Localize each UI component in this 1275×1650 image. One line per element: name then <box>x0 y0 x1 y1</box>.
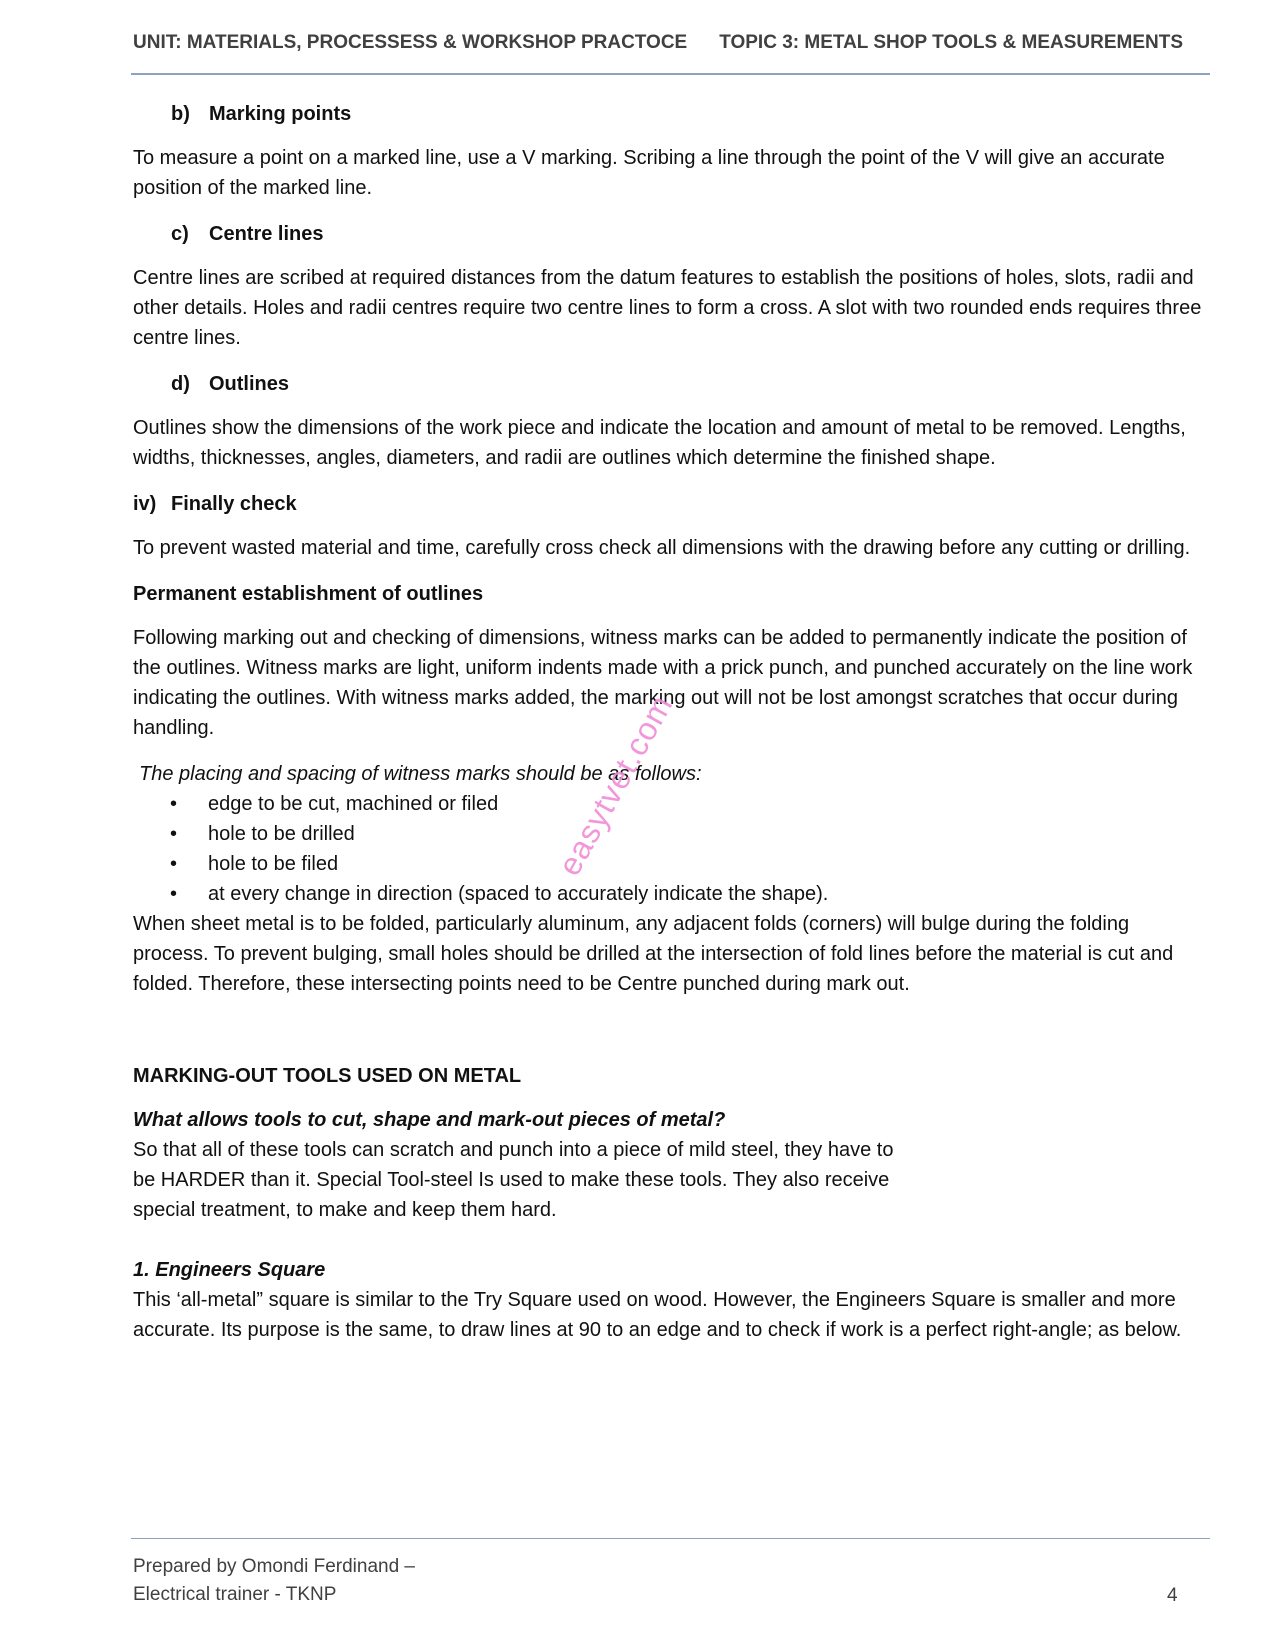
heading-title: Finally check <box>171 493 297 515</box>
heading-marking-out-tools: MARKING-OUT TOOLS USED ON METAL <box>133 1065 522 1087</box>
list-item: • at every change in direction (spaced to accurately indicate the shape). <box>133 879 1203 909</box>
heading-label: c) <box>171 223 189 245</box>
paragraph-engineers-square: This ‘all-metal” square is similar to the Try Square used on wood. However, the Engineers Square is smaller and more accurate. Its purpose is the same, to draw lines at 90 to an edge and to check if work is a perfect right-angle; as below. <box>133 1289 1182 1341</box>
heading-marking-points <box>171 99 1203 129</box>
page-header <box>133 28 1183 58</box>
heading-title: Centre lines <box>209 223 324 245</box>
witness-marks-intro: The placing and spacing of witness marks should be as follows: <box>139 763 702 785</box>
witness-marks-list <box>133 789 1203 909</box>
heading-centre-lines <box>171 219 1203 249</box>
document-body <box>133 99 1203 1361</box>
header-topic: TOPIC 3: METAL SHOP TOOLS & MEASUREMENTS <box>719 32 1183 53</box>
paragraph-marking-points: To measure a point on a marked line, use a V marking. Scribing a line through the point of the V will give an accurate position of the marked line. <box>133 147 1165 199</box>
heading-label: d) <box>171 373 190 395</box>
page-footer <box>133 1553 415 1609</box>
page-number: 4 <box>1167 1585 1178 1606</box>
tools-answer: So that all of these tools can scratch and punch into a piece of mild steel, they have to be HARDER than it. Special Tool-steel Is used to make these tools. They also receive special treatment, to make and keep them hard. <box>133 1139 894 1221</box>
list-item: • edge to be cut, machined or filed <box>133 789 1203 819</box>
heading-outlines <box>171 369 1203 399</box>
heading-engineers-square: 1. Engineers Square <box>133 1259 326 1281</box>
list-item: • hole to be filed <box>133 849 1203 879</box>
paragraph-outlines: Outlines show the dimensions of the work piece and indicate the location and amount of metal to be removed. Lengths, widths, thicknesses, angles, diameters, and radii are outlines which determine the finished shape. <box>133 417 1186 469</box>
header-divider <box>131 73 1210 75</box>
list-item: • hole to be drilled <box>133 819 1203 849</box>
footer-author: Prepared by Omondi Ferdinand – <box>133 1556 415 1577</box>
footer-divider <box>131 1538 1210 1539</box>
heading-title: Outlines <box>209 373 290 395</box>
footer-role: Electrical trainer - TKNP <box>133 1584 337 1605</box>
heading-label: b) <box>171 103 190 125</box>
heading-label: iv) <box>133 493 157 515</box>
header-unit: UNIT: MATERIALS, PROCESSESS & WORKSHOP PRACTOCE <box>133 32 688 53</box>
tools-question: What allows tools to cut, shape and mark-out pieces of metal? <box>133 1109 726 1131</box>
heading-permanent-outlines: Permanent establishment of outlines <box>133 583 484 605</box>
heading-title: Marking points <box>209 103 352 125</box>
heading-finally-check <box>133 489 1203 519</box>
watermark: easytvet.com <box>550 688 680 882</box>
paragraph-centre-lines: Centre lines are scribed at required distances from the datum features to establish the positions of holes, slots, radii and other details. Holes and radii centres require two centre lines to form a cross. A slot with two rounded ends requires three centre lines. <box>133 267 1202 349</box>
paragraph-finally-check: To prevent wasted material and time, carefully cross check all dimensions with the drawing before any cutting or drilling. <box>133 537 1191 559</box>
paragraph-sheet-metal: When sheet metal is to be folded, particularly aluminum, any adjacent folds (corners) will bulge during the folding process. To prevent bulging, small holes should be drilled at the intersection of fold lines before the material is cut and folded. Therefore, these intersecting points need to be Centre punched during mark out. <box>133 913 1174 995</box>
paragraph-permanent-outlines: Following marking out and checking of dimensions, witness marks can be added to permanently indicate the position of the outlines. Witness marks are light, uniform indents made with a prick punch, and punched accurately on the line work indicating the outlines. With witness marks added, the marking out will not be lost amongst scratches that occur during handling. <box>133 627 1193 739</box>
